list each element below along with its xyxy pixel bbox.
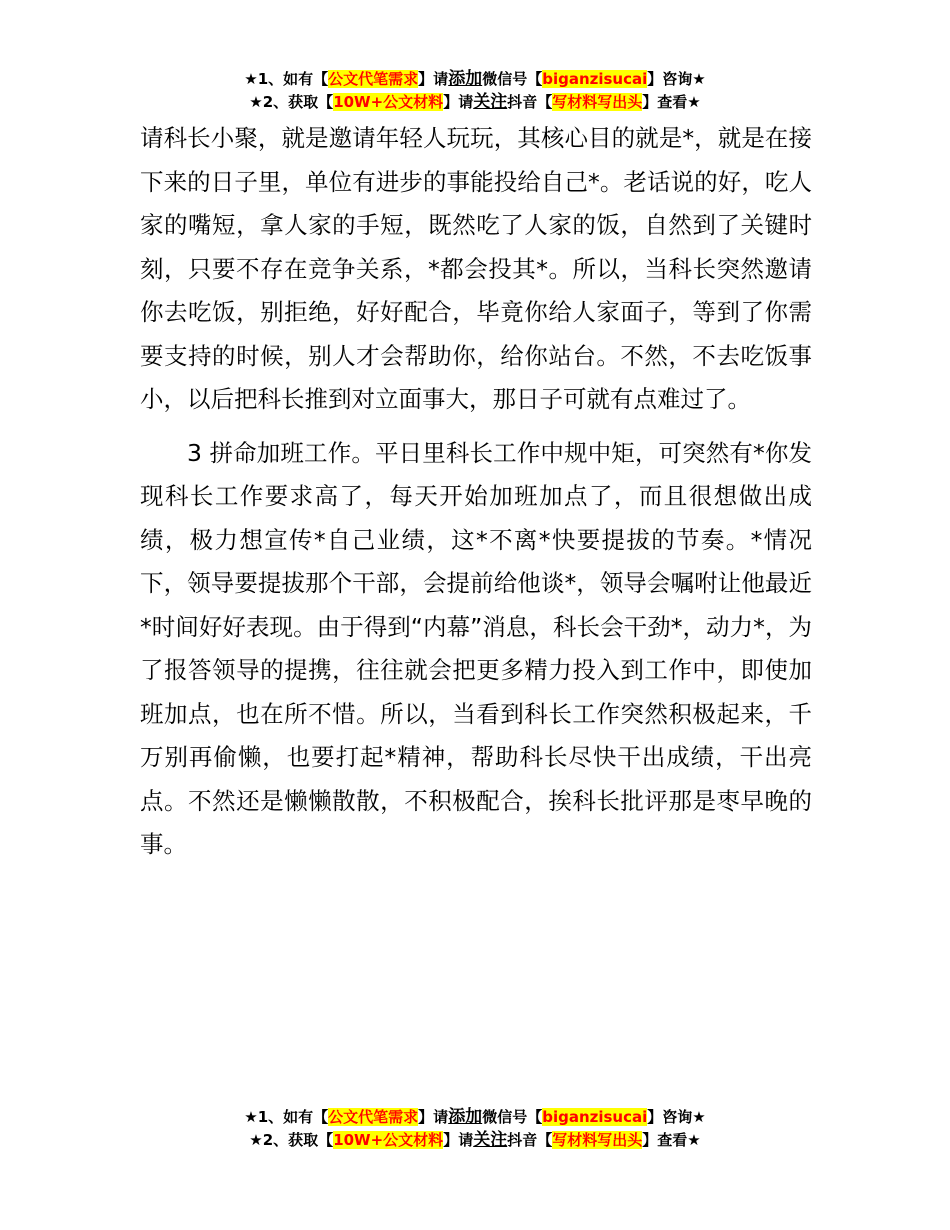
document-body [140,117,812,867]
header-line-1-prefix: ★1、如有【 [244,70,329,88]
footer-line-2-mid-2: 抖音【 [507,1131,553,1149]
header-line-1-highlight-wechat-id: biganzisucai [542,70,648,88]
footer-line-2-emphasis: 关注 [473,1130,508,1150]
footer-line-2-suffix: 】查看★ [642,1131,701,1149]
footer-line-1-emphasis: 添加 [448,1107,483,1127]
header-line-1-highlight-service: 公文代笔需求 [328,70,419,88]
body-paragraph-1: 请科长小聚，就是邀请年轻人玩玩，其核心目的就是*，就是在接下来的日子里，单位有进步的事能投给自己*。老话说的好，吃人家的嘴短，拿人家的手短，既然吃了人家的饭，自然到了关键时刻，只要不存在竞争关系，*都会投其*。所以，当科长突然邀请你去吃饭，别拒绝，好好配合，毕竟你给人家面子，等到了你需要支持的时候，别人才会帮助你，给你站台。不然，不去吃饭事小，以后把科长推到对立面事大，那日子可就有点难过了。 [140,124,812,413]
body-paragraph-2: 3 拼命加班工作。平日里科长工作中规中矩，可突然有*你发现科长工作要求高了，每天开始加班加点了，而且很想做出成绩，极力想宣传*自己业绩，这*不离*快要提拔的节奏。*情况下，领导要提拔那个干部，会提前给他谈*，领导会嘱咐让他最近*时间好好表现。由于得到“内幕”消息，科长会干劲*，动力*，为了报答领导的提携，往往就会把更多精力投入到工作中，即使加班加点，也在所不惜。所以，当看到科长工作突然积极起来，千万别再偷懒，也要打起*精神，帮助科长尽快干出成绩，干出亮点。不然还是懒懒散散，不积极配合，挨科长批评那是枣早晚的事。 [140,438,812,858]
footer-line-2 [0,1129,950,1152]
footer-line-1 [0,1106,950,1129]
footer-banner [0,1106,950,1152]
header-line-1 [0,68,950,91]
header-line-1-mid: 】请 [418,70,449,88]
footer-line-1-suffix: 】咨询★ [647,1108,706,1126]
footer-line-1-mid-2: 微信号【 [482,1108,543,1126]
header-line-2-prefix: ★2、获取【 [249,93,334,111]
footer-line-2-highlight-materials: 10W+公文材料 [333,1131,444,1149]
header-line-2-highlight-materials: 10W+公文材料 [333,93,444,111]
header-line-1-mid-2: 微信号【 [482,70,543,88]
header-line-2-suffix: 】查看★ [642,93,701,111]
header-line-2 [0,91,950,114]
footer-line-1-prefix: ★1、如有【 [244,1108,329,1126]
header-line-2-emphasis: 关注 [473,92,508,112]
header-line-1-suffix: 】咨询★ [647,70,706,88]
footer-line-1-highlight-service: 公文代笔需求 [328,1108,419,1126]
footer-line-2-prefix: ★2、获取【 [249,1131,334,1149]
footer-line-1-mid: 】请 [418,1108,449,1126]
header-line-2-mid-2: 抖音【 [507,93,553,111]
footer-line-1-highlight-wechat-id: biganzisucai [542,1108,648,1126]
footer-line-2-mid: 】请 [443,1131,474,1149]
header-line-1-emphasis: 添加 [448,69,483,89]
header-line-2-mid: 】请 [443,93,474,111]
footer-line-2-highlight-douyin-account: 写材料写出头 [552,1131,643,1149]
header-line-2-highlight-douyin-account: 写材料写出头 [552,93,643,111]
header-banner [0,68,950,114]
